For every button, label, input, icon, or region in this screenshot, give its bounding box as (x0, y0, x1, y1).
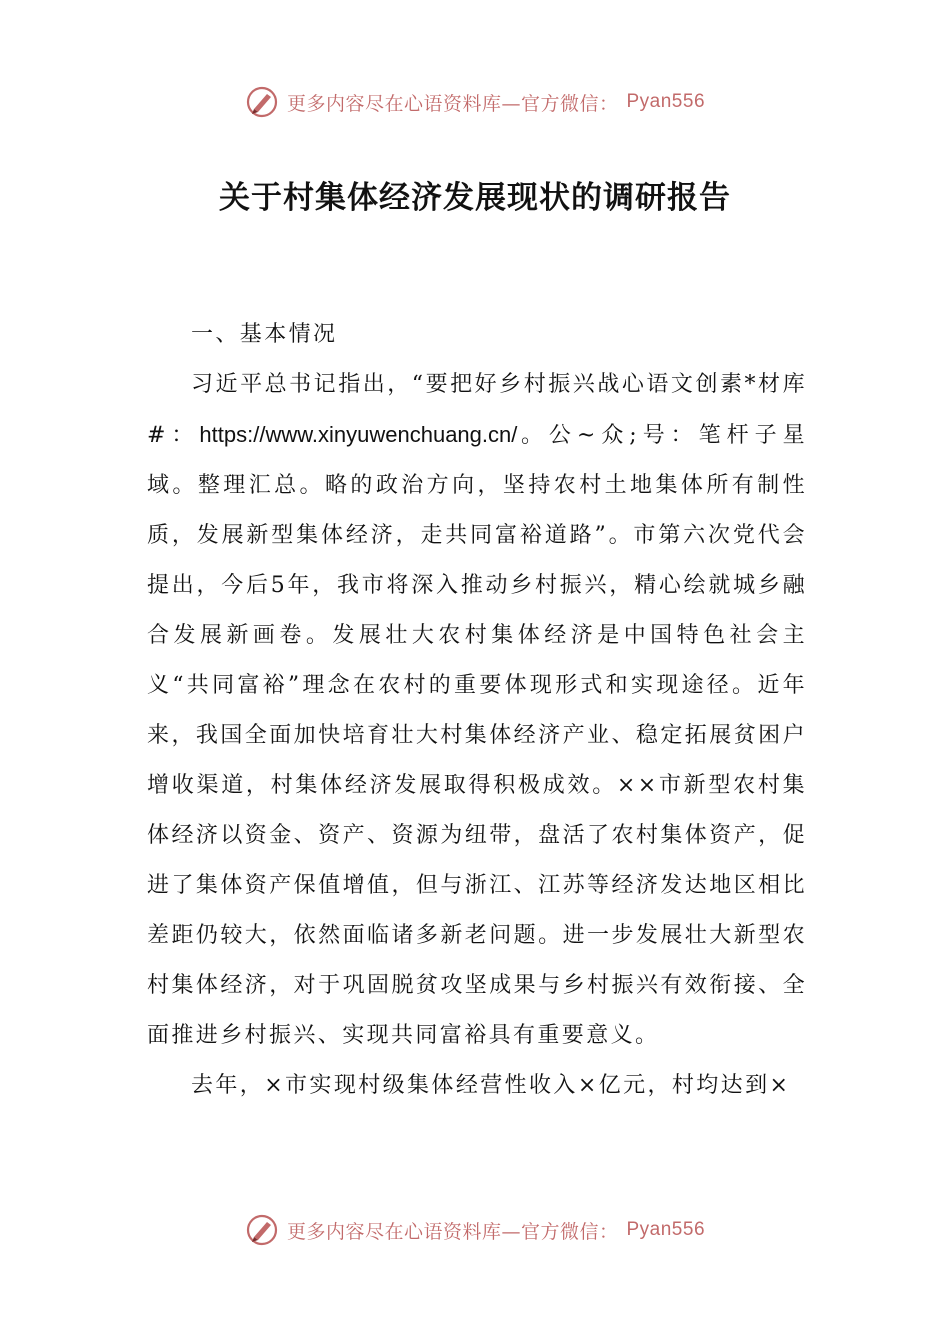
document-body (147, 310, 807, 1111)
footer-watermark (0, 1210, 950, 1250)
source-url: https://www.xinyuwenchuang.cn/ (199, 422, 518, 447)
paragraph-text: 习近平总书记指出，“要把好乡村振兴战心语文创素*材库#： (147, 372, 807, 448)
header-watermark (0, 82, 950, 122)
watermark-text: 更多内容尽在心语资料库—官方微信： (286, 92, 619, 115)
section-heading: 一、基本情况 (191, 322, 338, 347)
watermark-account: Pyan556 (626, 1219, 706, 1240)
paragraph (147, 360, 807, 1061)
watermark-account: Pyan556 (626, 91, 706, 112)
document-title: 关于村集体经济发展现状的调研报告 (219, 180, 731, 216)
paragraph-text: 。公~众;号：笔杆子星域。整理汇总。略的政治方向，坚持农村土地集体所有制性质，发展新型集体经济，走共同富裕道路”。市第六次党代会提出，今后5年，我市将深入推动乡村振兴，精心绘就城乡融合发展新画卷。发展壮大农村集体经济是中国特色社会主义“共同富裕”理念在农村的重要体现形式和实现途径。近年来，我国全面加快培育壮大村集体经济产业、稳定拓展贫困户增收渠道，村集体经济发展取得积极成效。××市新型农村集体经济以资金、资产、资源为纽带，盘活了农村集体资产，促进了集体资产保值增值，但与浙江、江苏等经济发达地区相比差距仍较大，依然面临诸多新老问题。进一步发展壮大新型农村集体经济，对于巩固脱贫攻坚成果与乡村振兴有效衔接、全面推进乡村振兴、实现共同富裕具有重要意义。 (147, 423, 808, 1048)
pen-in-circle-icon (245, 85, 279, 119)
watermark-text: 更多内容尽在心语资料库—官方微信： (286, 1220, 619, 1243)
paragraph: 去年，×市实现村级集体经营性收入×亿元，村均达到× (191, 1073, 791, 1098)
pen-in-circle-icon (245, 1213, 279, 1247)
